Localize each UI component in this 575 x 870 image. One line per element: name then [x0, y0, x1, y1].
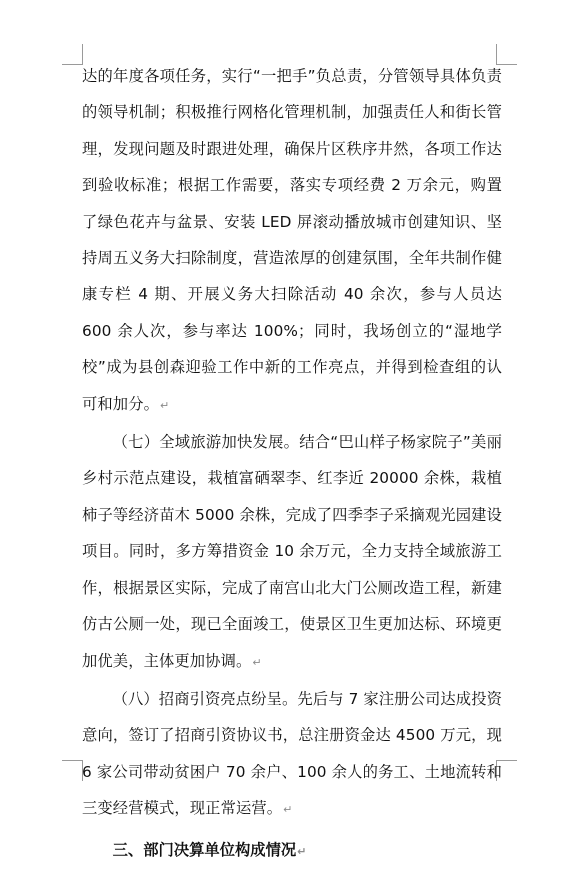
- paragraph-text: （八）招商引资亮点纷呈。先后与 7 家注册公司达成投资意向，签订了招商引资协议书，总注册资金达 4500 万元，现 6 家公司带动贫困户 70 余户、100 余人的务工、土地流转和三变经营模式，现正常运营。: [82, 689, 502, 818]
- paragraph-mark-icon: ↵: [297, 844, 307, 858]
- section-heading-text: 三、部门决算单位构成情况: [112, 840, 297, 859]
- crop-mark-top-left: [62, 44, 83, 65]
- paragraph-mark-icon: ↵: [160, 398, 170, 412]
- paragraph-text: （七）全域旅游加快发展。结合“巴山样子杨家院子”美丽乡村示范点建设，栽植富硒翠李、红李近 20000 余株，栽植柿子等经济苗木 5000 余株，完成了四季李子采摘观光园建设项目。同时，多方筹措资金 10 余万元，全力支持全域旅游工作，根据景区实际，完成了南宫山北大门公厕改造工程，新建仿古公厕一处，现已全面竣工，使景区卫生更加达标、环境更加优美，主体更加协调。: [82, 433, 502, 670]
- paragraph-mark-icon: ↵: [283, 803, 293, 817]
- paragraph-mark-icon: ↵: [252, 655, 262, 669]
- section-heading: [82, 832, 502, 870]
- paragraph-investment: [82, 681, 502, 829]
- document-body[interactable]: [82, 58, 502, 870]
- paragraph-text: 达的年度各项任务，实行“一把手”负总责，分管领导具体负责的领导机制；积极推行网格化管理机制，加强责任人和街长管理，发现问题及时跟进处理，确保片区秩序井然，各项工作达到验收标准；根据工作需要，落实专项经费 2 万余元，购置了绿色花卉与盆景、安装 LED 屏滚动播放城市创建知识、坚持周五义务大扫除制度，营造浓厚的创建氛围，全年共制作健康专栏 4 期、开展义务大扫除活动 40 余次，参与人员达 600 余人次，参与率达 100%；同时，我场创立的“湿地学校”成为县创森迎验工作中新的工作亮点，并得到检查组的认可和加分。: [82, 67, 502, 413]
- crop-mark-bottom-left: [62, 760, 83, 781]
- paragraph-continuation: [82, 58, 502, 424]
- paragraph-tourism: [82, 424, 502, 681]
